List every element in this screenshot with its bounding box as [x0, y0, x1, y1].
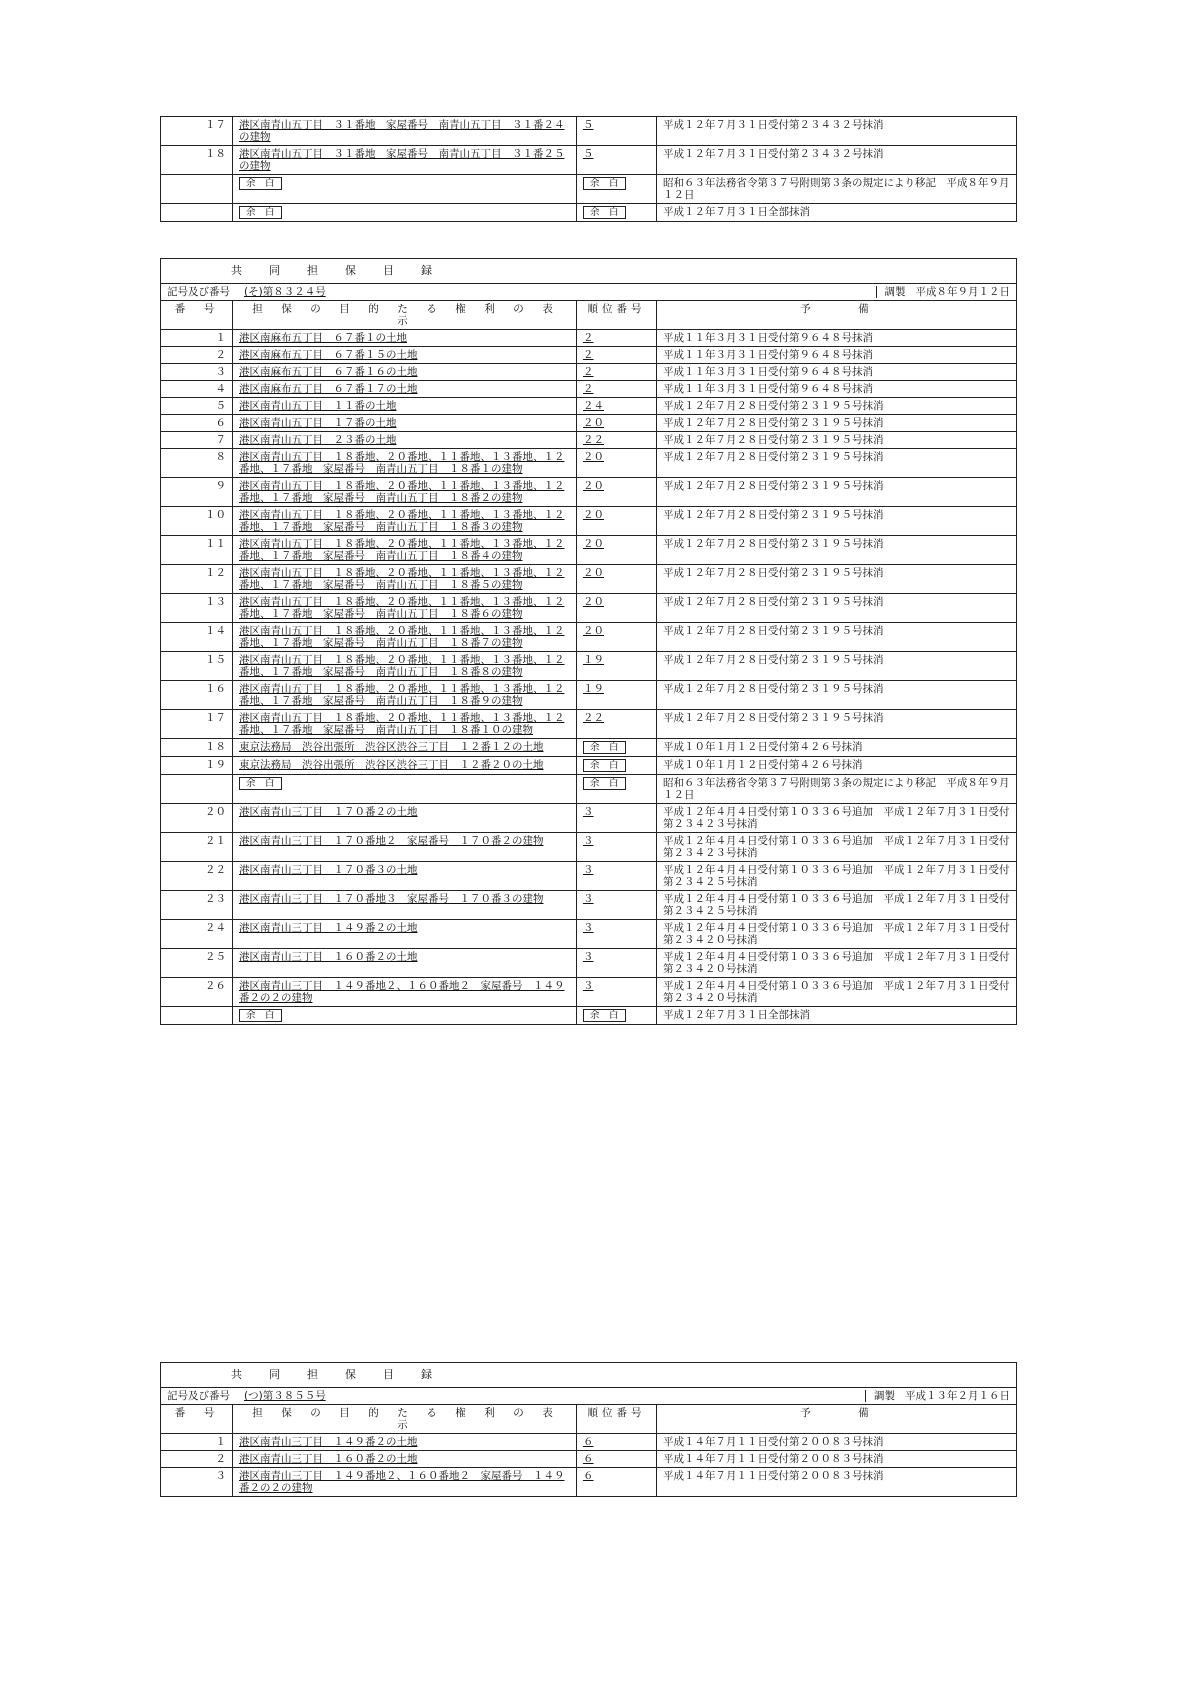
row-rank-cell — [577, 507, 657, 536]
id-value: (そ)第８３２４号 — [244, 286, 326, 298]
table-row — [161, 920, 1017, 949]
row-rank: ２０ — [583, 567, 604, 579]
row-number: １４ — [161, 623, 233, 652]
row-rank-cell — [577, 364, 657, 381]
header-rank: 順位番号 — [577, 301, 657, 330]
row-number: １６ — [161, 681, 233, 710]
row-rank: ５ — [583, 148, 594, 160]
row-rank: ２ — [583, 366, 594, 378]
table-row — [161, 978, 1017, 1007]
row-rank: １９ — [583, 654, 604, 666]
row-note: 平成１２年４月４日受付第１０３３６号追加 平成１２年７月３１日受付第２３４２０号抹消 — [657, 920, 1017, 949]
row-note: 平成１２年４月４日受付第１０３３６号追加 平成１２年７月３１日受付第２３４２０号抹消 — [657, 978, 1017, 1007]
row-note: 平成１２年４月４日受付第１０３３６号追加 平成１２年７月３１日受付第２３４２５号抹消 — [657, 891, 1017, 920]
row-rank-cell — [577, 432, 657, 449]
row-rank-cell — [577, 891, 657, 920]
row-description: 港区南青山五丁目 １８番地、２０番地、１１番地、１３番地、１２番地、１７番地 家屋番号 南青山五丁目 １８番２の建物 — [239, 480, 565, 504]
row-rank: ６ — [583, 1436, 594, 1448]
row-rank: ２ — [583, 332, 594, 344]
row-description: 港区南青山三丁目 １４９番地２、１６０番地２ 家屋番号 １４９番２の２の建物 — [239, 980, 565, 1004]
table-row — [161, 536, 1017, 565]
row-note: 平成１０年１月１２日受付第４２６号抹消 — [657, 739, 1017, 757]
row-note: 平成１２年７月２８日受付第２３１９５号抹消 — [657, 449, 1017, 478]
row-rank: ６ — [583, 1453, 594, 1465]
row-rank: ３ — [583, 980, 594, 992]
row-number: ２ — [161, 1451, 233, 1468]
row-description-cell — [233, 710, 577, 739]
row-description-cell — [233, 347, 577, 364]
row-note: 平成１２年７月３１日全部抹消 — [657, 204, 1017, 222]
row-note: 平成１２年７月２８日受付第２３１９５号抹消 — [657, 594, 1017, 623]
row-description: 港区南青山五丁目 ３１番地 家屋番号 南青山五丁目 ３１番２５の建物 — [239, 148, 565, 172]
table-row — [161, 739, 1017, 757]
row-rank-cell — [577, 146, 657, 175]
table-row — [161, 1451, 1017, 1468]
row-description-cell — [233, 330, 577, 347]
row-rank: ２０ — [583, 625, 604, 637]
row-number: ８ — [161, 449, 233, 478]
row-rank: ３ — [583, 893, 594, 905]
row-description: 港区南麻布五丁目 ６７番１５の土地 — [239, 349, 418, 361]
blank-marker: 余 白 — [583, 177, 626, 190]
table-row — [161, 833, 1017, 862]
row-number: １２ — [161, 565, 233, 594]
row-note: 平成１２年４月４日受付第１０３３６号追加 平成１２年７月３１日受付第２３４２３号抹消 — [657, 833, 1017, 862]
row-description-cell — [233, 415, 577, 432]
row-description-cell — [233, 364, 577, 381]
row-rank-cell — [577, 1468, 657, 1497]
row-number: ２ — [161, 347, 233, 364]
row-rank: ６ — [583, 1470, 594, 1482]
row-note: 平成１０年１月１２日受付第４２６号抹消 — [657, 757, 1017, 775]
row-rank-cell — [577, 175, 657, 204]
row-rank: ２０ — [583, 596, 604, 608]
row-rank: ２０ — [583, 538, 604, 550]
row-description-cell — [233, 949, 577, 978]
blank-marker: 余 白 — [239, 206, 282, 219]
row-rank: ２２ — [583, 712, 604, 724]
row-rank-cell — [577, 652, 657, 681]
row-number — [161, 775, 233, 804]
row-number: １９ — [161, 757, 233, 775]
blank-marker: 余 白 — [583, 759, 626, 772]
row-description: 港区南青山三丁目 １７０番３の土地 — [239, 864, 418, 876]
row-rank: ２０ — [583, 509, 604, 521]
header-no: 番 号 — [161, 1405, 233, 1434]
table-row — [161, 364, 1017, 381]
blank-marker: 余 白 — [239, 1009, 282, 1022]
row-rank-cell — [577, 381, 657, 398]
prep-label: 調製 — [874, 1390, 895, 1402]
row-rank-cell — [577, 1451, 657, 1468]
blank-marker: 余 白 — [583, 777, 626, 790]
row-description: 港区南青山五丁目 １７番の土地 — [239, 417, 397, 429]
row-note: 平成１２年４月４日受付第１０３３６号追加 平成１２年７月３１日受付第２３４２５号抹消 — [657, 862, 1017, 891]
row-note: 平成１１年３月３１日受付第９６４８号抹消 — [657, 347, 1017, 364]
row-description-cell — [233, 507, 577, 536]
header-rank: 順位番号 — [577, 1405, 657, 1434]
row-note: 昭和６３年法務省令第３７号附則第３条の規定により移記 平成８年９月１２日 — [657, 775, 1017, 804]
table-row — [161, 1007, 1017, 1025]
row-rank: ３ — [583, 806, 594, 818]
row-description-cell — [233, 204, 577, 222]
row-number: １５ — [161, 652, 233, 681]
top-register-table — [160, 116, 1017, 222]
table-row — [161, 432, 1017, 449]
row-description: 港区南青山三丁目 １４９番地２、１６０番地２ 家屋番号 １４９番２の２の建物 — [239, 1470, 565, 1494]
row-description-cell — [233, 381, 577, 398]
row-note: 平成１１年３月３１日受付第９６４８号抹消 — [657, 381, 1017, 398]
row-number: ５ — [161, 398, 233, 415]
row-description: 港区南青山五丁目 １１番の土地 — [239, 400, 397, 412]
row-number: １８ — [161, 146, 233, 175]
blank-marker: 余 白 — [583, 741, 626, 754]
row-rank-cell — [577, 449, 657, 478]
row-rank-cell — [577, 757, 657, 775]
row-rank-cell — [577, 117, 657, 146]
joint-collateral-table-1 — [160, 258, 1017, 1025]
row-description-cell — [233, 398, 577, 415]
table-row — [161, 891, 1017, 920]
row-rank-cell — [577, 594, 657, 623]
row-rank: ２０ — [583, 417, 604, 429]
row-description: 港区南青山五丁目 １８番地、２０番地、１１番地、１３番地、１２番地、１７番地 家屋番号 南青山五丁目 １８番４の建物 — [239, 538, 565, 562]
table-row — [161, 594, 1017, 623]
row-number: ２２ — [161, 862, 233, 891]
row-number: １７ — [161, 117, 233, 146]
row-number: １ — [161, 1434, 233, 1451]
row-number: ２１ — [161, 833, 233, 862]
row-note: 昭和６３年法務省令第３７号附則第３条の規定により移記 平成８年９月１２日 — [657, 175, 1017, 204]
header-desc: 担 保 の 目 的 た る 権 利 の 表 示 — [233, 301, 577, 330]
row-number: ７ — [161, 432, 233, 449]
row-note: 平成１２年７月２８日受付第２３１９５号抹消 — [657, 536, 1017, 565]
row-rank: ５ — [583, 119, 594, 131]
row-note: 平成１４年７月１１日受付第２００８３号抹消 — [657, 1468, 1017, 1497]
row-rank: ３ — [583, 922, 594, 934]
row-rank-cell — [577, 681, 657, 710]
table-row — [161, 949, 1017, 978]
section-title: 共 同 担 保 目 録 — [161, 259, 1017, 284]
row-description-cell — [233, 681, 577, 710]
row-rank: ２２ — [583, 434, 604, 446]
row-number: ６ — [161, 415, 233, 432]
row-rank-cell — [577, 565, 657, 594]
row-note: 平成１２年４月４日受付第１０３３６号追加 平成１２年７月３１日受付第２３４２３号抹消 — [657, 804, 1017, 833]
row-number: ９ — [161, 478, 233, 507]
row-note: 平成１２年７月２８日受付第２３１９５号抹消 — [657, 565, 1017, 594]
row-description-cell — [233, 891, 577, 920]
id-label: 記号及び番号 — [167, 286, 230, 298]
row-note: 平成１１年３月３１日受付第９６４８号抹消 — [657, 330, 1017, 347]
row-rank: ３ — [583, 835, 594, 847]
row-rank-cell — [577, 739, 657, 757]
row-description: 港区南青山五丁目 １８番地、２０番地、１１番地、１３番地、１２番地、１７番地 家屋番号 南青山五丁目 １８番９の建物 — [239, 683, 565, 707]
row-rank: ２０ — [583, 451, 604, 463]
prep-date: 平成１３年２月１６日 — [905, 1390, 1010, 1402]
row-description: 港区南青山五丁目 １８番地、２０番地、１１番地、１３番地、１２番地、１７番地 家屋番号 南青山五丁目 １８番５の建物 — [239, 567, 565, 591]
header-no: 番 号 — [161, 301, 233, 330]
row-number — [161, 1007, 233, 1025]
row-number: ４ — [161, 381, 233, 398]
table-row — [161, 398, 1017, 415]
row-note: 平成１２年７月３１日受付第２３４３２号抹消 — [657, 146, 1017, 175]
table-row — [161, 117, 1017, 146]
row-rank: ２０ — [583, 480, 604, 492]
row-description-cell — [233, 449, 577, 478]
prep-date: 平成８年９月１２日 — [915, 286, 1010, 298]
blank-marker: 余 白 — [583, 206, 626, 219]
row-rank-cell — [577, 330, 657, 347]
row-description-cell — [233, 652, 577, 681]
table-row — [161, 623, 1017, 652]
row-number: ３ — [161, 1468, 233, 1497]
row-number: １７ — [161, 710, 233, 739]
blank-marker: 余 白 — [239, 777, 282, 790]
row-description-cell — [233, 1451, 577, 1468]
row-description: 港区南青山三丁目 １７０番地３ 家屋番号 １７０番３の建物 — [239, 893, 544, 905]
table-row — [161, 146, 1017, 175]
row-number: ３ — [161, 364, 233, 381]
row-rank-cell — [577, 415, 657, 432]
prep-label: 調製 — [884, 286, 906, 298]
table-row — [161, 1434, 1017, 1451]
row-description: 港区南青山三丁目 １７０番２の土地 — [239, 806, 418, 818]
row-description-cell — [233, 594, 577, 623]
row-note: 平成１２年７月２８日受付第２３１９５号抹消 — [657, 507, 1017, 536]
table-row — [161, 710, 1017, 739]
table-row — [161, 862, 1017, 891]
row-description-cell — [233, 1007, 577, 1025]
row-note: 平成１２年７月２８日受付第２３１９５号抹消 — [657, 398, 1017, 415]
table-row — [161, 565, 1017, 594]
row-description: 港区南青山五丁目 １８番地、２０番地、１１番地、１３番地、１２番地、１７番地 家屋番号 南青山五丁目 １８番１の建物 — [239, 451, 565, 475]
row-note: 平成１１年３月３１日受付第９６４８号抹消 — [657, 364, 1017, 381]
row-description-cell — [233, 117, 577, 146]
row-rank: ２４ — [583, 400, 604, 412]
table-row — [161, 775, 1017, 804]
row-rank: １９ — [583, 683, 604, 695]
row-note: 平成１２年７月３１日受付第２３４３２号抹消 — [657, 117, 1017, 146]
row-rank-cell — [577, 710, 657, 739]
row-description-cell — [233, 757, 577, 775]
row-description-cell — [233, 432, 577, 449]
table-row — [161, 804, 1017, 833]
row-rank-cell — [577, 833, 657, 862]
row-note: 平成１２年７月２８日受付第２３１９５号抹消 — [657, 681, 1017, 710]
header-note: 予 備 — [657, 1405, 1017, 1434]
row-description-cell — [233, 478, 577, 507]
row-number: ２３ — [161, 891, 233, 920]
row-description: 港区南青山三丁目 １４９番２の土地 — [239, 1436, 418, 1448]
row-description-cell — [233, 146, 577, 175]
row-rank-cell — [577, 920, 657, 949]
row-rank-cell — [577, 478, 657, 507]
section-title: 共 同 担 保 目 録 — [161, 1363, 1017, 1388]
row-description-cell — [233, 978, 577, 1007]
row-description-cell — [233, 1434, 577, 1451]
row-description-cell — [233, 920, 577, 949]
row-rank-cell — [577, 204, 657, 222]
row-number: ２０ — [161, 804, 233, 833]
row-note: 平成１２年７月２８日受付第２３１９５号抹消 — [657, 623, 1017, 652]
row-note: 平成１４年７月１１日受付第２００８３号抹消 — [657, 1451, 1017, 1468]
row-number: ２４ — [161, 920, 233, 949]
row-rank-cell — [577, 536, 657, 565]
row-number — [161, 204, 233, 222]
row-rank: ３ — [583, 864, 594, 876]
joint-collateral-table-2 — [160, 1362, 1017, 1497]
row-description-cell — [233, 623, 577, 652]
row-number: １３ — [161, 594, 233, 623]
row-note: 平成１２年４月４日受付第１０３３６号追加 平成１２年７月３１日受付第２３４２０号抹消 — [657, 949, 1017, 978]
row-rank-cell — [577, 347, 657, 364]
row-number: ２５ — [161, 949, 233, 978]
row-number: １１ — [161, 536, 233, 565]
table-row — [161, 757, 1017, 775]
header-desc: 担 保 の 目 的 た る 権 利 の 表 示 — [233, 1405, 577, 1434]
row-description: 港区南麻布五丁目 ６７番１の土地 — [239, 332, 407, 344]
table-row — [161, 449, 1017, 478]
row-rank-cell — [577, 1007, 657, 1025]
row-description: 港区南青山五丁目 １８番地、２０番地、１１番地、１３番地、１２番地、１７番地 家屋番号 南青山五丁目 １８番６の建物 — [239, 596, 565, 620]
row-description-cell — [233, 536, 577, 565]
row-description: 東京法務局 渋谷出張所 渋谷区渋谷三丁目 １２番２０の土地 — [239, 759, 544, 771]
row-description-cell — [233, 804, 577, 833]
id-value: (つ)第３８５５号 — [244, 1390, 326, 1402]
row-rank-cell — [577, 804, 657, 833]
row-description: 港区南青山五丁目 ３１番地 家屋番号 南青山五丁目 ３１番２４の建物 — [239, 119, 565, 143]
row-description: 港区南青山三丁目 １６０番２の土地 — [239, 1453, 418, 1465]
row-rank-cell — [577, 862, 657, 891]
row-note: 平成１２年７月３１日全部抹消 — [657, 1007, 1017, 1025]
row-rank-cell — [577, 1434, 657, 1451]
row-description-cell — [233, 775, 577, 804]
row-description: 港区南青山五丁目 １８番地、２０番地、１１番地、１３番地、１２番地、１７番地 家屋番号 南青山五丁目 １８番１０の建物 — [239, 712, 565, 736]
row-rank-cell — [577, 949, 657, 978]
table-row — [161, 347, 1017, 364]
table-row — [161, 652, 1017, 681]
row-description-cell — [233, 175, 577, 204]
table-row — [161, 478, 1017, 507]
row-rank: ２ — [583, 349, 594, 361]
row-description: 港区南青山三丁目 １６０番２の土地 — [239, 951, 418, 963]
row-description: 港区南青山五丁目 １８番地、２０番地、１１番地、１３番地、１２番地、１７番地 家屋番号 南青山五丁目 １８番７の建物 — [239, 625, 565, 649]
table-row — [161, 330, 1017, 347]
row-description-cell — [233, 739, 577, 757]
row-description-cell — [233, 833, 577, 862]
row-note: 平成１２年７月２８日受付第２３１９５号抹消 — [657, 710, 1017, 739]
blank-marker: 余 白 — [239, 177, 282, 190]
row-rank-cell — [577, 623, 657, 652]
row-description-cell — [233, 862, 577, 891]
row-description: 港区南青山五丁目 １８番地、２０番地、１１番地、１３番地、１２番地、１７番地 家屋番号 南青山五丁目 １８番３の建物 — [239, 509, 565, 533]
row-note: 平成１２年７月２８日受付第２３１９５号抹消 — [657, 478, 1017, 507]
row-description-cell — [233, 1468, 577, 1497]
id-label: 記号及び番号 — [167, 1390, 230, 1402]
table-row — [161, 381, 1017, 398]
table-row — [161, 415, 1017, 432]
row-rank-cell — [577, 775, 657, 804]
row-description: 港区南青山三丁目 １４９番２の土地 — [239, 922, 418, 934]
row-number: １ — [161, 330, 233, 347]
table-row — [161, 1468, 1017, 1497]
table-row — [161, 507, 1017, 536]
row-description: 港区南青山三丁目 １７０番地２ 家屋番号 １７０番２の建物 — [239, 835, 544, 847]
row-rank-cell — [577, 978, 657, 1007]
row-description: 港区南青山五丁目 １８番地、２０番地、１１番地、１３番地、１２番地、１７番地 家屋番号 南青山五丁目 １８番８の建物 — [239, 654, 565, 678]
row-description: 東京法務局 渋谷出張所 渋谷区渋谷三丁目 １２番１２の土地 — [239, 741, 544, 753]
row-description: 港区南青山五丁目 ２３番の土地 — [239, 434, 397, 446]
row-note: 平成１４年７月１１日受付第２００８３号抹消 — [657, 1434, 1017, 1451]
blank-marker: 余 白 — [583, 1009, 626, 1022]
row-note: 平成１２年７月２８日受付第２３１９５号抹消 — [657, 432, 1017, 449]
table-row — [161, 175, 1017, 204]
row-rank-cell — [577, 398, 657, 415]
row-note: 平成１２年７月２８日受付第２３１９５号抹消 — [657, 415, 1017, 432]
table-row — [161, 681, 1017, 710]
row-note: 平成１２年７月２８日受付第２３１９５号抹消 — [657, 652, 1017, 681]
row-rank: ２ — [583, 383, 594, 395]
row-description: 港区南麻布五丁目 ６７番１６の土地 — [239, 366, 418, 378]
row-number — [161, 175, 233, 204]
row-rank: ３ — [583, 951, 594, 963]
header-note: 予 備 — [657, 301, 1017, 330]
row-number: １８ — [161, 739, 233, 757]
row-description-cell — [233, 565, 577, 594]
row-number: ２６ — [161, 978, 233, 1007]
table-row — [161, 204, 1017, 222]
row-description: 港区南麻布五丁目 ６７番１７の土地 — [239, 383, 418, 395]
row-number: １０ — [161, 507, 233, 536]
